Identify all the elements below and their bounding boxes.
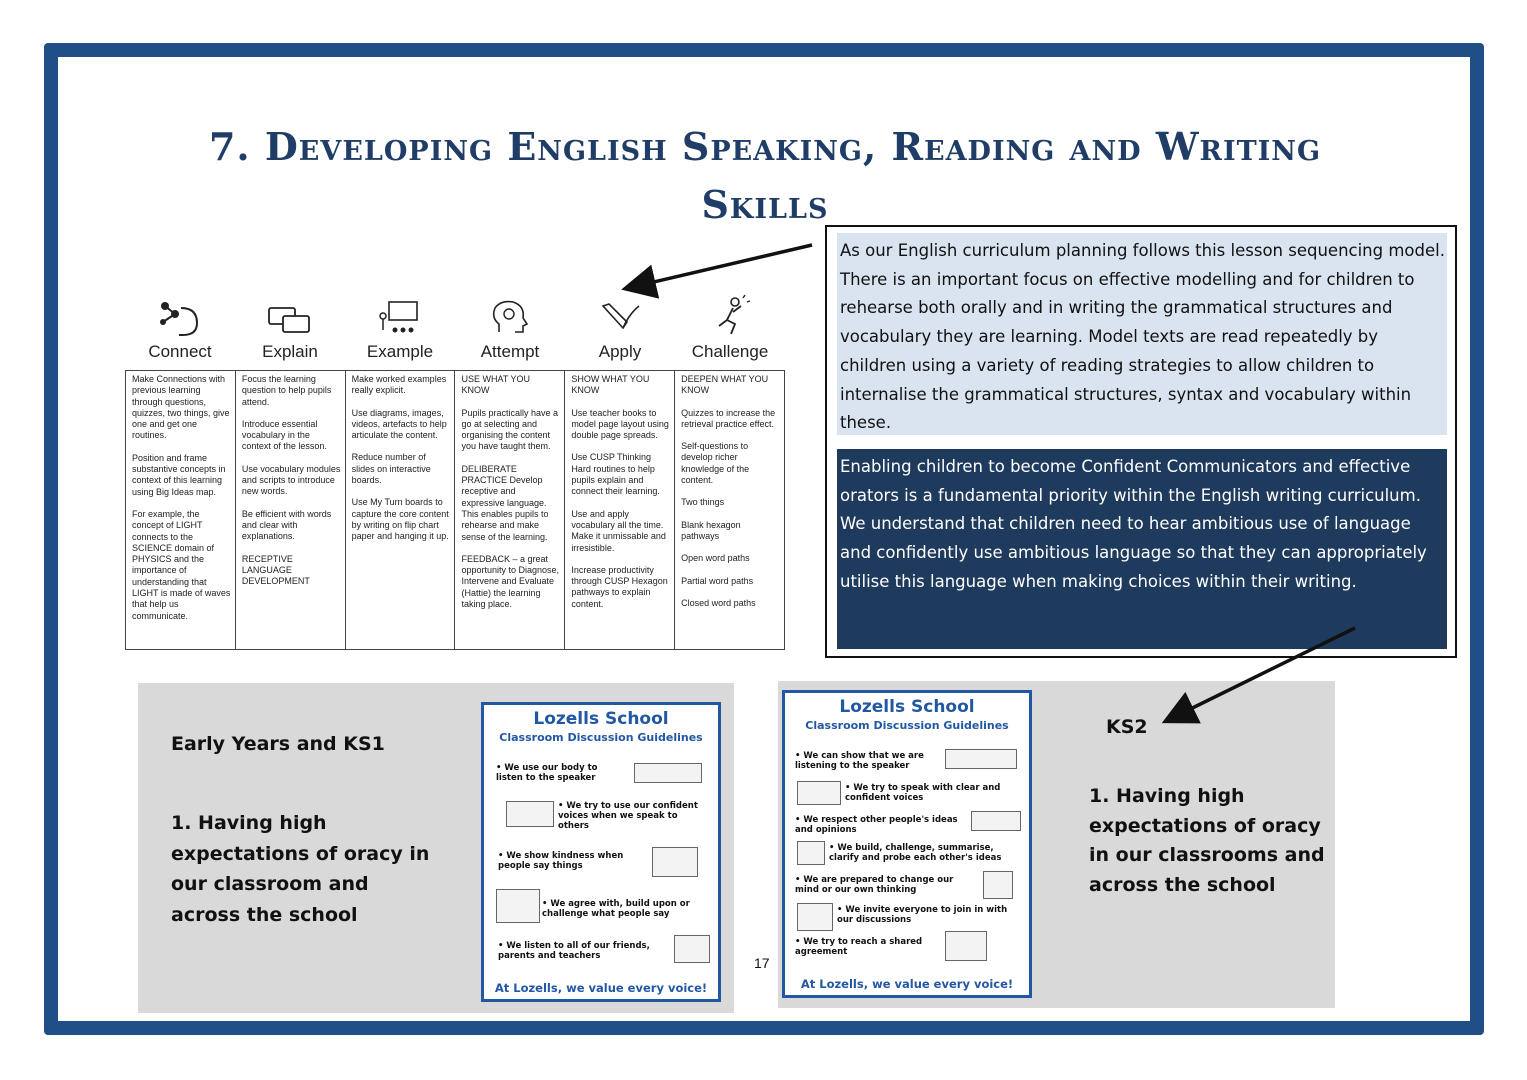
cell-text: Partial word paths xyxy=(681,575,754,586)
poster-item: • We listen to all of our friends, parents and teachers xyxy=(498,941,650,961)
respect-image xyxy=(971,811,1021,831)
early-years-heading: Early Years and KS1 xyxy=(171,733,385,755)
modelling-panel xyxy=(837,233,1447,435)
explain-column xyxy=(236,371,346,649)
cell-text: Use and apply vocabulary all the time. Make it unmissable and irresistible. xyxy=(571,508,666,553)
step-connect: Connect xyxy=(148,342,212,361)
cell-text: Be efficient with words and clear with explanations. xyxy=(241,508,332,542)
communicators-panel xyxy=(837,449,1447,649)
example-icon xyxy=(345,292,455,338)
cell-text: Reduce number of slides on interactive boards. xyxy=(351,452,431,486)
cell-text: Use teacher books to model page layout using double page spreads. xyxy=(571,407,669,441)
poster-item: • We build, challenge, summarise, clarify and probe each other's ideas xyxy=(829,843,1002,863)
curriculum-text-box xyxy=(825,225,1457,658)
people-image xyxy=(674,935,710,963)
page-title xyxy=(90,118,1440,234)
ks2-point: 1. Having high expectations of oracy in our classrooms and across the school xyxy=(1089,785,1325,896)
sequence-detail-table xyxy=(125,370,785,650)
cell-text: For example, the concept of LIGHT connects to the SCIENCE domain of PHYSICS and the importance of understanding that LIGHT is made of waves that help us communicate. xyxy=(132,508,231,621)
cell-text: RECEPTIVE LANGUAGE DEVELOPMENT xyxy=(241,553,310,587)
challenge-icon xyxy=(675,292,785,338)
step-challenge: Challenge xyxy=(691,342,769,361)
cell-text: USE WHAT YOU KNOW xyxy=(461,374,530,396)
poster-item: • We try to speak with clear and confident voices xyxy=(845,783,1001,803)
children-image xyxy=(797,781,841,805)
raised-hands-image xyxy=(945,931,987,961)
poster-subtitle: Classroom Discussion Guidelines xyxy=(499,731,703,744)
cell-text: Use vocabulary modules and scripts to introduce new words. xyxy=(241,463,341,497)
explain-icon xyxy=(235,292,345,338)
step-example: Example xyxy=(366,342,434,361)
example-column xyxy=(346,371,456,649)
cell-text: Closed word paths xyxy=(681,597,756,608)
poster-item: • We try to use our confident voices when we speak to others xyxy=(558,801,698,831)
poster-item: • We try to reach a shared agreement xyxy=(795,937,923,957)
cell-text: Use CUSP Thinking Hard routines to help pupils explain and connect their learning. xyxy=(571,452,660,497)
cell-text: Self-questions to develop richer knowledge of the content. xyxy=(681,441,750,486)
modelling-paragraph: As our English curriculum planning follows this lesson sequencing model. There is an important focus on effective modelling and for children to rehearse both orally and in writing the grammatical structures and vocabulary they are learning. Model texts are read repeatedly by children using a variety of reading strategies to allow children to internalise the grammatical structures, syntax and vocabulary within these. xyxy=(840,241,1445,433)
heart-hands-image xyxy=(652,847,698,877)
lesson-sequence-table xyxy=(125,292,785,650)
communicators-paragraph: Enabling children to become Confident Communicators and effective orators is a fundamental priority within the English writing curriculum. We understand that children need to hear ambitious use of language and confidently use ambitious language so that they can appropriately utilise this language when making choices within their writing. xyxy=(840,457,1427,591)
children-image xyxy=(506,801,554,827)
cell-text: Open word paths xyxy=(681,553,750,564)
cell-text: Increase productivity through CUSP Hexagon pathways to explain content. xyxy=(571,564,668,609)
eyes-image xyxy=(945,749,1017,769)
cell-text: Pupils practically have a go at selecting and organising the content you have taught them. xyxy=(461,407,559,452)
cell-text: FEEDBACK – a great opportunity to Diagnose, Intervene and Evaluate (Hattie) the learning taking place. xyxy=(461,553,560,610)
poster-school-name: Lozells School xyxy=(533,709,669,729)
poster-subtitle: Classroom Discussion Guidelines xyxy=(805,719,1009,732)
cell-text: Use diagrams, images, videos, artefacts to help articulate the content. xyxy=(351,407,447,441)
apply-icon xyxy=(565,292,675,338)
cell-text: DEEPEN WHAT YOU KNOW xyxy=(681,374,769,396)
cell-text: SHOW WHAT YOU KNOW xyxy=(571,374,650,396)
poster-early-years xyxy=(481,702,721,1002)
poster-ks2 xyxy=(782,690,1032,998)
poster-item: • We agree with, build upon or challenge what people say xyxy=(542,899,690,919)
cell-text: Position and frame substantive concepts in context of this learning using Big Ideas map. xyxy=(132,452,226,497)
agree-chart-image xyxy=(496,889,540,923)
group-image xyxy=(797,903,833,931)
cell-text: Make worked examples really explicit. xyxy=(351,374,447,396)
step-apply: Apply xyxy=(598,342,642,361)
poster-footer: At Lozells, we value every voice! xyxy=(494,981,708,995)
poster-school-name: Lozells School xyxy=(839,697,975,717)
poster-item: • We invite everyone to join in with our discussions xyxy=(837,905,1008,925)
sequence-headings-row xyxy=(125,338,785,370)
step-explain: Explain xyxy=(262,342,318,361)
cell-text: Quizzes to increase the retrieval practice effect. xyxy=(681,407,776,429)
cell-text: Introduce essential vocabulary in the context of the lesson. xyxy=(241,418,327,452)
attempt-icon xyxy=(455,292,565,338)
connect-column xyxy=(126,371,236,649)
attempt-column xyxy=(455,371,565,649)
early-years-point: 1. Having high expectations of oracy in our classroom and across the school xyxy=(171,812,430,926)
thinking-image xyxy=(983,871,1013,899)
sequence-icons-row xyxy=(125,292,785,338)
cell-text: DELIBERATE PRACTICE Develop receptive and expressive language. This enables pupils to rehearse and make sense of the learning. xyxy=(461,463,549,542)
page-number: 17 xyxy=(754,955,770,971)
cell-text: Two things xyxy=(681,497,725,508)
lightbulb-image xyxy=(797,841,825,865)
title-line-1: 7. Developing English Speaking, Reading and Writing xyxy=(208,124,1322,169)
apply-column xyxy=(565,371,675,649)
eyes-image xyxy=(634,763,702,783)
poster-item: • We respect other people's ideas and opinions xyxy=(795,815,958,835)
step-attempt: Attempt xyxy=(480,342,540,361)
poster-item: • We are prepared to change our mind or our own thinking xyxy=(795,875,954,895)
poster-item: • We can show that we are listening to the speaker xyxy=(795,751,924,771)
challenge-column xyxy=(675,371,784,649)
connect-icon xyxy=(125,292,235,338)
cell-text: Focus the learning question to help pupils attend. xyxy=(241,374,332,407)
cell-text: Blank hexagon pathways xyxy=(681,519,741,541)
cell-text: Make Connections with previous learning through questions, quizzes, two things, give one and get one routines. xyxy=(132,374,230,441)
ks2-heading: KS2 xyxy=(1106,716,1148,738)
title-line-2: Skills xyxy=(701,182,829,227)
poster-item: • We show kindness when people say things xyxy=(498,851,624,871)
poster-item: • We use our body to listen to the speaker xyxy=(496,763,598,783)
cell-text: Use My Turn boards to capture the core content by writing on flip chart paper and hanging it up. xyxy=(351,497,449,542)
poster-footer: At Lozells, we value every voice! xyxy=(800,977,1014,991)
